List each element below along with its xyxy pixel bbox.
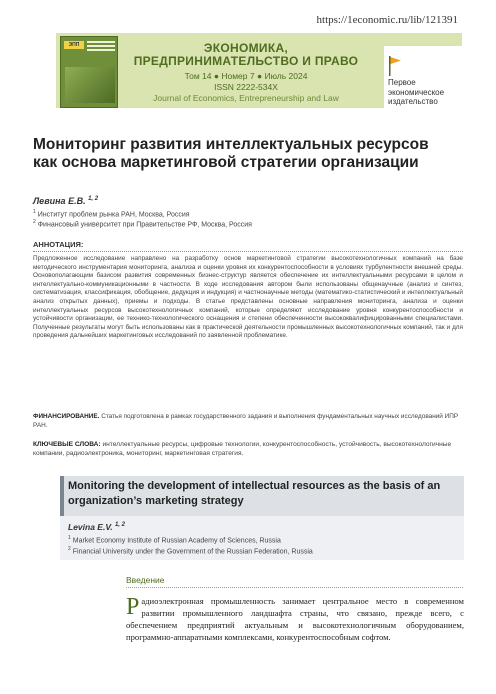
affiliation-1-sup: 1 (33, 209, 36, 215)
flag-icon (388, 56, 402, 76)
english-affiliation-2 (68, 546, 313, 555)
keywords-text: интеллектуальные ресурсы, цифровые технологии, конкурентоспособность, устойчивость, высокотехнологичные компании, радиоэлектроника, мониторинг, маркетинговая стратегия. (33, 441, 452, 457)
intro-text (126, 595, 464, 643)
funding-label: ФИНАНСИРОВАНИЕ. (33, 413, 100, 420)
journal-issn: ISSN 2222-534X (214, 82, 278, 92)
english-affiliation-2-sup: 2 (68, 546, 71, 552)
english-affiliation-1-sup: 1 (68, 535, 71, 541)
english-title-accent (60, 476, 64, 516)
funding-text: Статья подготовлена в рамках государственного задания и выполнения фундаментальных научных исследований ИПР РАН. (33, 413, 459, 429)
cover-title-lines (87, 41, 115, 53)
keywords (33, 440, 463, 458)
journal-issue: Том 14 ● Номер 7 ● Июль 2024 (184, 71, 308, 81)
paper-author (33, 196, 98, 206)
paper-title: Мониторинг развития интеллектуальных ресурсов как основа маркетинговой стратегии организации (33, 136, 429, 171)
cover-label: ЭПП (64, 41, 84, 49)
author-sup: 1, 2 (88, 196, 99, 202)
affiliation-2 (33, 219, 252, 228)
publisher-logo (384, 46, 464, 108)
english-author-name: Levina E.V. (68, 522, 113, 532)
intro-heading: Введение (126, 575, 165, 585)
publisher-name (388, 78, 464, 107)
intro-dropcap: Р (126, 594, 140, 620)
journal-title-line1: ЭКОНОМИКА, (203, 41, 289, 55)
intro-divider (126, 587, 463, 588)
publisher-line1: Первое (388, 78, 416, 87)
abstract-divider (33, 251, 463, 252)
funding (33, 413, 463, 430)
affiliation-1-text: Институт проблем рынка РАН, Москва, Россия (37, 211, 190, 219)
page-url[interactable]: https://1economic.ru/lib/121391 (316, 14, 458, 26)
intro-body-text: адиоэлектронная промышленность занимает центральное место в современном развитии промышленного ландшафта страны, что связано, прежде всего, с обеспечением предприятий актуальным и высокотехнологичным оборудованием, программно-аппаратными комплексами, конкурентоспособным софтом. (126, 596, 464, 642)
english-author (68, 522, 125, 532)
journal-meta (126, 71, 366, 104)
keywords-label: КЛЮЧЕВЫЕ СЛОВА: (33, 441, 101, 448)
cover-image (65, 67, 115, 103)
english-affiliation-1 (68, 535, 281, 544)
journal-cover-thumbnail (60, 36, 118, 108)
affiliation-1 (33, 209, 190, 218)
publisher-line2: экономическое (388, 87, 445, 97)
journal-title (126, 42, 366, 68)
english-affiliation-1-text: Market Economy Institute of Russian Academy of Sciences, Russia (72, 537, 281, 545)
affiliation-2-text: Финансовый университет при Правительстве РФ, Москва, Россия (37, 221, 252, 229)
author-name: Левина Е.В. (33, 196, 86, 206)
journal-title-line2: ПРЕДПРИНИМАТЕЛЬСТВО И ПРАВО (133, 54, 359, 68)
publisher-line3: издательство (388, 97, 438, 106)
abstract-text: Предложенное исследование направлено на разработку основ маркетинговой стратегии высокотехнологичных компаний на базе методического инструментария мониторинга, анализа и оценки уровня их конкурентоспособности в условиях турбулентности внешней среды. Основополагающим базисом развития современных бизнес-структур является обеспечение их интеллектуальными ресурсами в целом и интеллектуально-коммуникационными в частности. В ходе исследования автором были использованы общенаучные (анализ и синтез, систематизация, классификация, обобщение, дедукция и индукция) и частнонаучные методы (математико-статистический и интеллектуальный анализ открытых данных), приемы и подходы. В статье представлены основные направления мониторинга, анализа и оценки интеллектуальных ресурсов высокотехнологичных компаний, которые определяют исследование уровня конкурентоспособности и устойчивости организации, ее технико-технологического оснащения и степени обеспеченности высококвалифицированными специалистами. Полученные результаты могут быть использованы как в практической деятельности промышленных высокотехнологичных компаний, так и для проведения дальнейших маркетинговых исследований по заявленной проблематике. (33, 255, 463, 340)
english-affiliation-2-text: Financial University under the Government of the Russian Federation, Russia (72, 548, 313, 556)
journal-english-title: Journal of Economics, Entrepreneurship and Law (153, 93, 339, 103)
abstract-heading: АННОТАЦИЯ: (33, 240, 84, 249)
english-author-sup: 1, 2 (114, 522, 125, 529)
affiliation-2-sup: 2 (33, 219, 36, 225)
english-title: Monitoring the development of intellectual resources as the basis of an organization’s marketing strategy (68, 480, 441, 507)
